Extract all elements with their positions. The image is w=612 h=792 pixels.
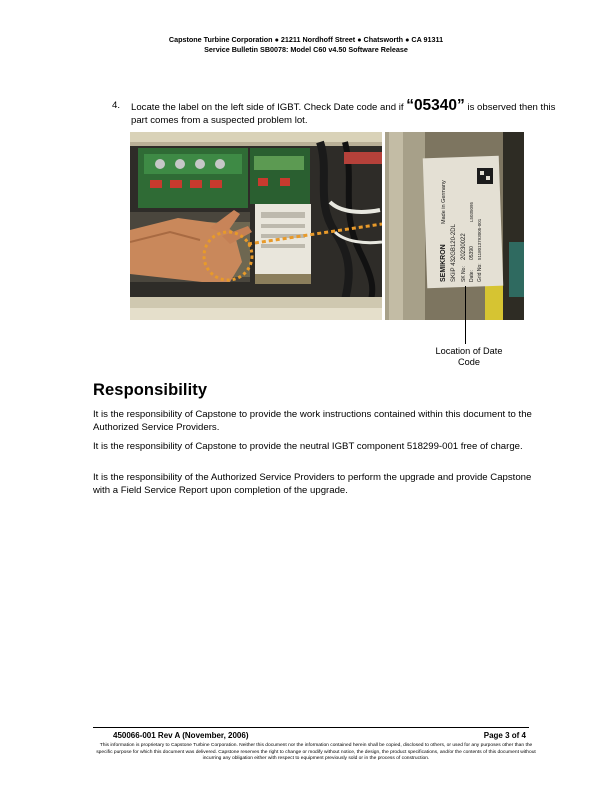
responsibility-paragraph-1: It is the responsibility of Capstone to provide the work instructions contained within this document to the Authorized Service Providers. — [93, 409, 532, 433]
label-sk-value: 20230022 — [461, 233, 467, 260]
igbt-label-photo — [385, 132, 524, 320]
step-text-after: is observed then this part comes from a suspected problem lot. — [131, 102, 556, 126]
label-grid: Grid No: — [477, 263, 483, 282]
label-sk-no: SK No: — [461, 266, 467, 282]
label-made-in: Made in Germany — [441, 180, 447, 224]
callout-line-2: Code — [458, 357, 480, 367]
label-lot: L5035095 — [469, 201, 474, 222]
date-code-callout — [424, 346, 514, 368]
header-bulletin-title: Service Bulletin SB0078: Model C60 v4.50 Software Release — [204, 45, 408, 54]
footer-doc-id: 450066-001 Rev A (November, 2006) — [113, 731, 249, 740]
step-text — [131, 99, 556, 127]
header-address: Capstone Turbine Corporation ● 21211 Nordhoff Street ● Chatsworth ● CA 91311 — [168, 35, 444, 44]
footer-disclaimer: This information is proprietary to Capstone Turbine Corporation. Neither this document nor the information contained herein shall be copied, disclosed to others, or used for any purposes other than the specific purpose for which this document was delivered. Capstone reserves the right to change or modify without notice, the design, the product specifications, and/or the contents of this document without incurring any obligation either with respect to equipment previously sold or in the process of construction. — [96, 743, 536, 762]
callout-line — [465, 286, 466, 344]
label-date-value: 05390 — [469, 246, 475, 260]
step-number: 4. — [112, 100, 121, 111]
footer-page-number: Page 3 of 4 — [483, 731, 526, 740]
label-grid-value: 5118013793005-001 — [477, 218, 482, 260]
responsibility-paragraph-2: It is the responsibility of Capstone to provide the neutral IGBT component 518299-001 free of charge. — [93, 441, 523, 452]
page-header — [0, 35, 612, 55]
footer-divider — [93, 727, 529, 728]
responsibility-paragraph-3: It is the responsibility of the Authorized Service Providers to perform the upgrade and provide Capstone with a Field Service Report upon completion of the upgrade. — [93, 472, 532, 496]
date-code-highlight: “05340” — [406, 97, 465, 114]
responsibility-heading: Responsibility — [93, 381, 208, 399]
label-date: Date: — [469, 270, 475, 282]
callout-line-1: Location of Date — [435, 346, 503, 356]
label-brand: SEMIKRON — [440, 244, 447, 282]
cabinet-photo — [130, 132, 382, 320]
label-part: SKiiP 432GB120-2DL — [451, 224, 457, 282]
step-text-before: Locate the label on the left side of IGBT. Check Date code and if — [131, 102, 407, 113]
